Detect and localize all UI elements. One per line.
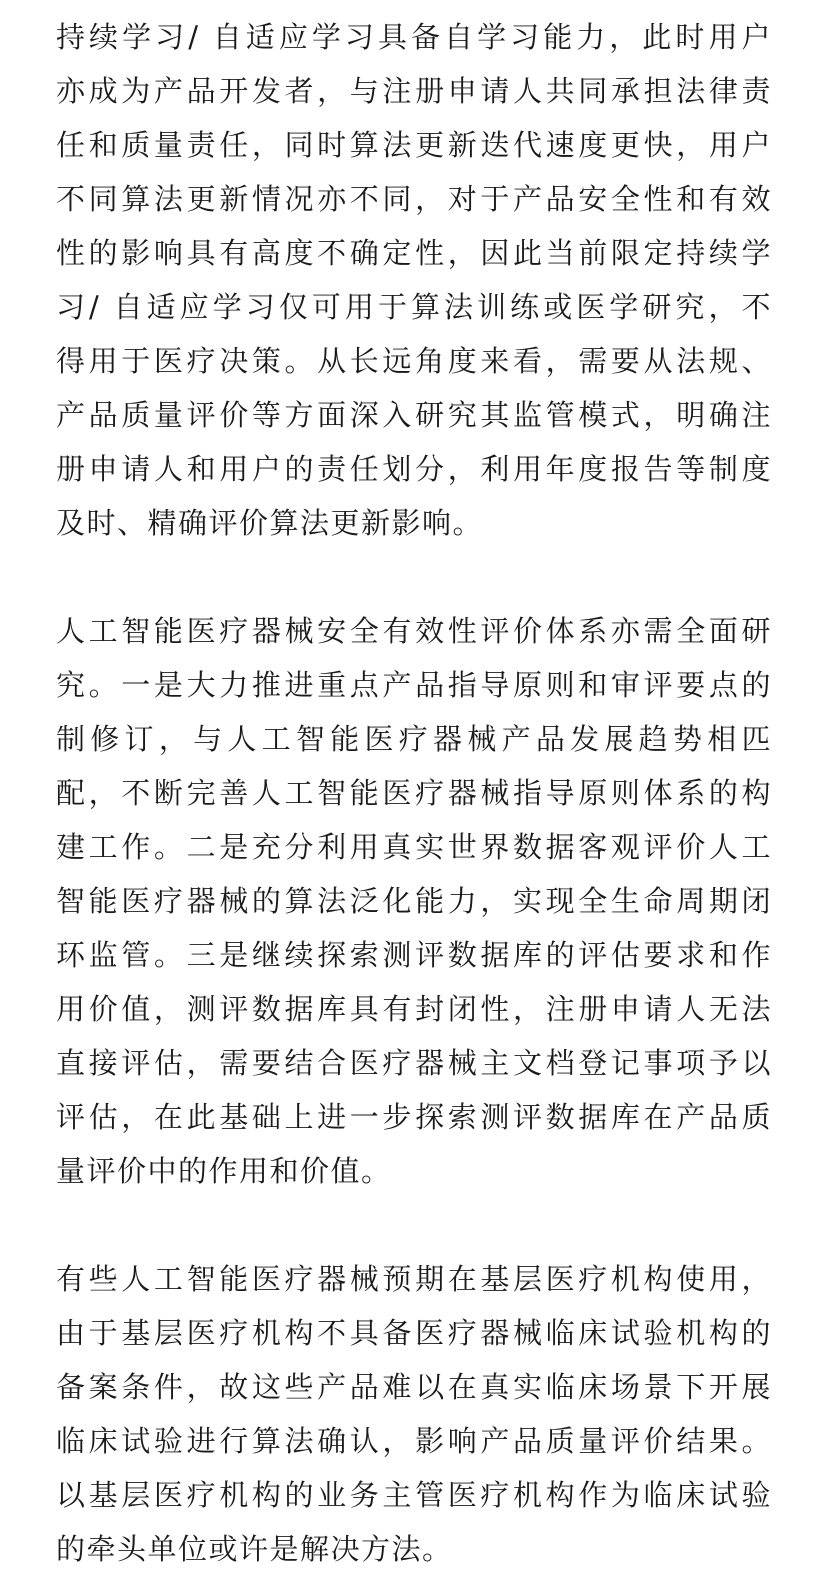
text-line: 备案条件，故这些产品难以在真实临床场景下开展 <box>56 1370 772 1404</box>
text-line: 环监管。三是继续探索测评数据库的评估要求和作 <box>56 938 772 972</box>
text-line: 亦成为产品开发者，与注册申请人共同承担法律责 <box>56 74 772 108</box>
text-line: 究。一是大力推进重点产品指导原则和审评要点的 <box>56 668 772 702</box>
text-line: 用价值，测评数据库具有封闭性，注册申请人无法 <box>56 992 772 1026</box>
text-line: 配，不断完善人工智能医疗器械指导原则体系的构 <box>56 776 772 810</box>
text-line: 建工作。二是充分利用真实世界数据客观评价人工 <box>56 830 772 864</box>
text-line: 产品质量评价等方面深入研究其监管模式，明确注 <box>56 398 772 432</box>
text-line: 临床试验进行算法确认，影响产品质量评价结果。 <box>56 1424 772 1458</box>
article-body <box>56 10 772 1576</box>
text-line: 以基层医疗机构的业务主管医疗机构作为临床试验 <box>56 1478 772 1512</box>
paragraph-evaluation-system <box>56 604 772 1198</box>
text-line: 量评价中的作用和价值。 <box>56 1154 392 1188</box>
text-line: 持续学习/ 自适应学习具备自学习能力，此时用户 <box>56 20 772 54</box>
text-line: 不同算法更新情况亦不同，对于产品安全性和有效 <box>56 182 772 216</box>
text-line: 由于基层医疗机构不具备医疗器械临床试验机构的 <box>56 1316 772 1350</box>
text-line: 人工智能医疗器械安全有效性评价体系亦需全面研 <box>56 614 772 648</box>
text-line: 直接评估，需要结合医疗器械主文档登记事项予以 <box>56 1046 772 1080</box>
text-line: 得用于医疗决策。从长远角度来看，需要从法规、 <box>56 344 772 378</box>
paragraph-continuous-learning <box>56 10 772 550</box>
paragraph-primary-care <box>56 1252 772 1576</box>
text-line: 有些人工智能医疗器械预期在基层医疗机构使用， <box>56 1262 772 1296</box>
text-line: 智能医疗器械的算法泛化能力，实现全生命周期闭 <box>56 884 772 918</box>
text-line: 册申请人和用户的责任划分，利用年度报告等制度 <box>56 452 772 486</box>
text-line: 习/ 自适应学习仅可用于算法训练或医学研究，不 <box>56 290 772 324</box>
text-line: 性的影响具有高度不确定性，因此当前限定持续学 <box>56 236 772 270</box>
text-line: 制修订，与人工智能医疗器械产品发展趋势相匹 <box>56 722 772 756</box>
text-line: 的牵头单位或许是解决方法。 <box>56 1532 453 1566</box>
text-line: 评估，在此基础上进一步探索测评数据库在产品质 <box>56 1100 772 1134</box>
text-line: 及时、精确评价算法更新影响。 <box>56 506 484 540</box>
text-line: 任和质量责任，同时算法更新迭代速度更快，用户 <box>56 128 772 162</box>
